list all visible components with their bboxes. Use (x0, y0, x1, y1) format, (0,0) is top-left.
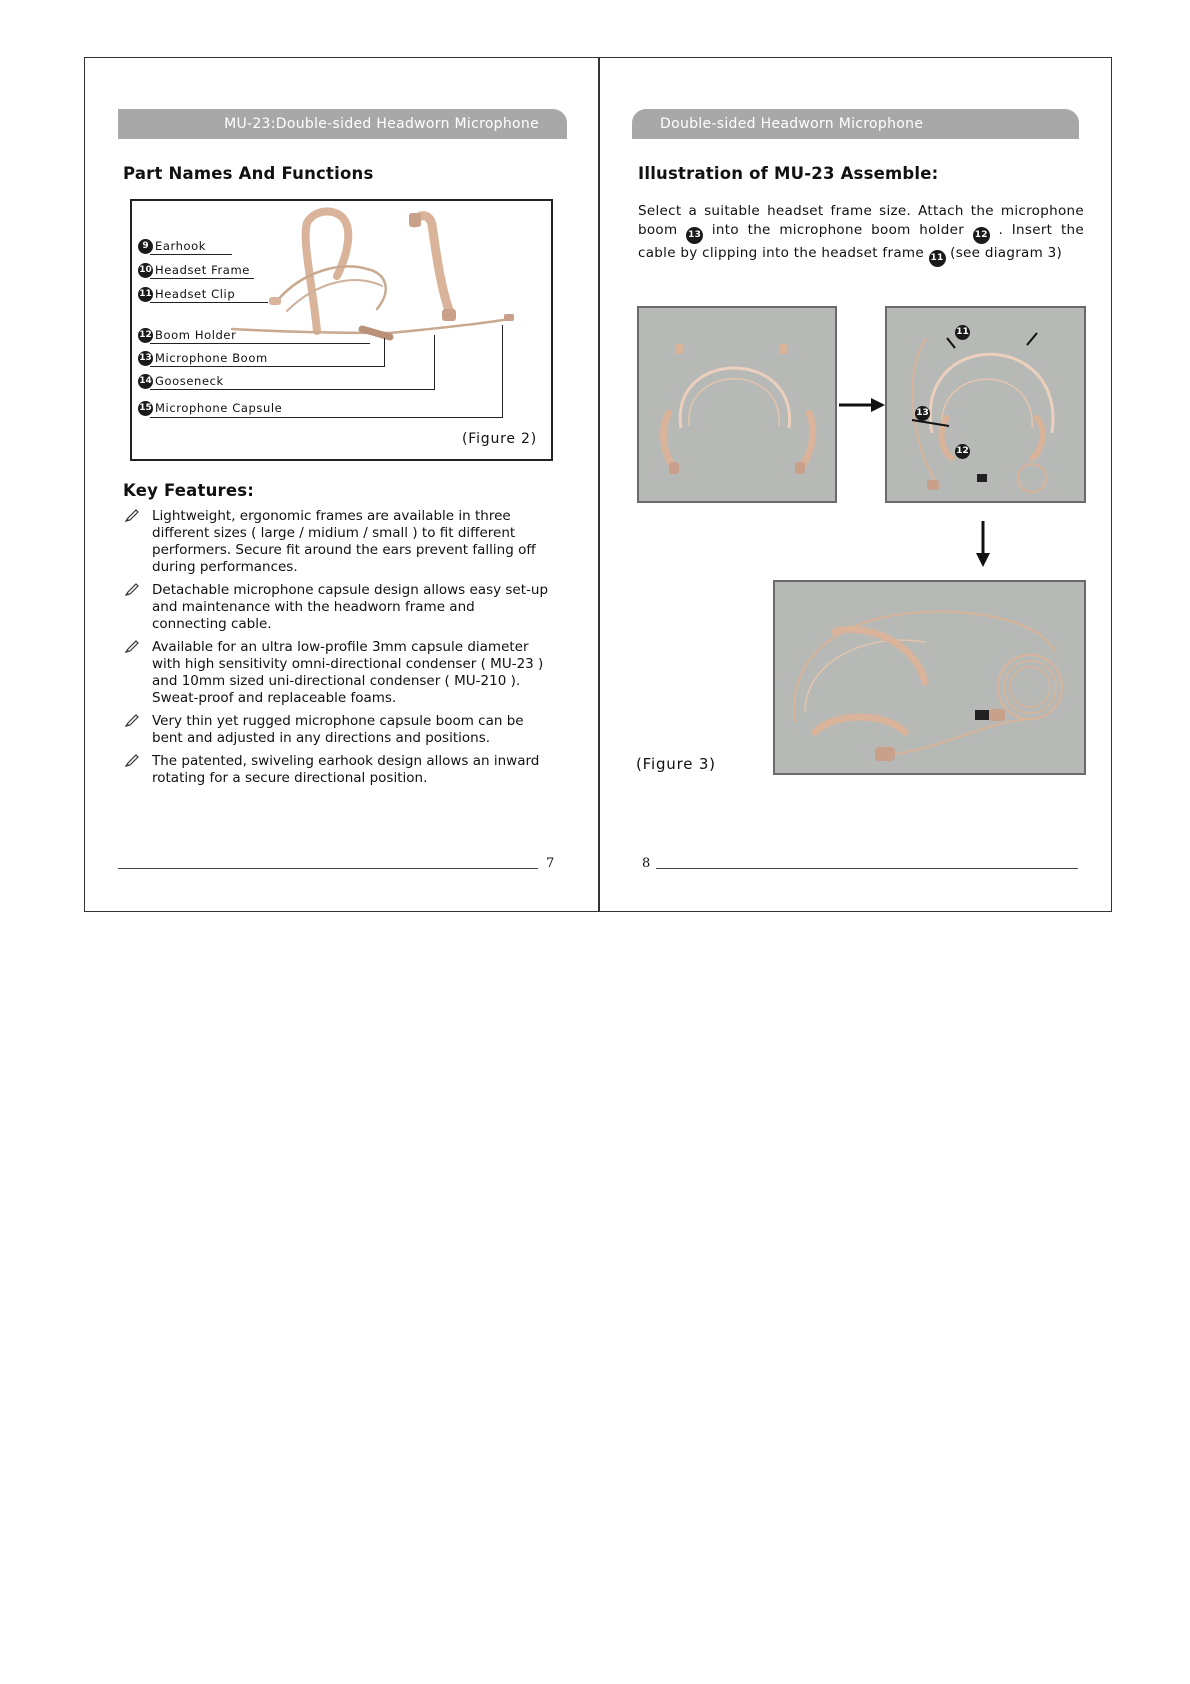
figure-2-caption: (Figure 2) (461, 431, 537, 447)
part-badge-12: 12 (973, 227, 990, 244)
part-badge-14: 14 (138, 374, 153, 389)
arrow-right-icon (839, 397, 885, 413)
pencil-icon (124, 583, 140, 602)
part-label-headset-frame: Headset Frame (155, 263, 250, 277)
part-badge-13: 13 (686, 227, 703, 244)
leader-line-earhook (150, 254, 232, 255)
feature-item (122, 713, 552, 747)
photo-headset-frame (637, 306, 837, 503)
feature-text: The patented, swiveling earhook design allows an inward rotating for a secure directional position. (152, 753, 540, 786)
part-badge-11: 11 (138, 287, 153, 302)
assembly-image (887, 308, 1084, 501)
figure-2-box (130, 199, 553, 461)
photo-assembly (885, 306, 1086, 503)
photo-badge-13: 13 (915, 406, 930, 421)
part-label-boom-holder: Boom Holder (155, 328, 237, 342)
key-features-list (122, 508, 552, 793)
right-page-heading: Illustration of MU-23 Assemble: (638, 164, 939, 183)
part-label-microphone-boom: Microphone Boom (155, 351, 268, 365)
part-badge-9: 9 (138, 239, 153, 254)
right-page-number: 8 (642, 856, 651, 871)
photo-badge-12: 12 (955, 444, 970, 459)
left-page-banner: MU-23:Double-sided Headworn Microphone (118, 109, 567, 139)
feature-text: Very thin yet rugged microphone capsule boom can be bent and adjusted in any directions and positions. (152, 713, 524, 746)
instructions-text-1: Select a suitable headset frame size. Attach the microphone boom (638, 203, 1084, 238)
part-label-microphone-capsule: Microphone Capsule (155, 401, 283, 415)
part-badge-10: 10 (138, 263, 153, 278)
part-badge-11: 11 (929, 250, 946, 267)
left-page-heading: Part Names And Functions (123, 164, 374, 183)
left-page-number: 7 (546, 856, 555, 871)
photo-assembled-headset (773, 580, 1086, 775)
feature-text: Lightweight, ergonomic frames are available in three different sizes ( large / midium / small ) to fit different performers. Secure fit around the ears prevent falling off during performances. (152, 508, 536, 575)
pencil-icon (124, 640, 140, 659)
part-label-gooseneck: Gooseneck (155, 374, 224, 388)
page-divider (598, 57, 600, 912)
leader-line-headset-clip (150, 302, 268, 303)
assembly-instructions (638, 202, 1084, 267)
instructions-text-2: into the microphone boom holder (711, 222, 965, 238)
pencil-icon (124, 754, 140, 773)
leader-line-headset-frame (150, 278, 254, 279)
feature-item (122, 753, 552, 787)
part-badge-12: 12 (138, 328, 153, 343)
right-page-banner: Double-sided Headworn Microphone (632, 109, 1079, 139)
left-footer-rule (118, 868, 538, 869)
figure-3-caption: (Figure 3) (636, 755, 716, 773)
pencil-icon (124, 714, 140, 733)
pencil-icon (124, 509, 140, 528)
part-label-headset-clip: Headset Clip (155, 287, 236, 301)
feature-text: Detachable microphone capsule design allows easy set-up and maintenance with the headworn frame and connecting cable. (152, 582, 549, 632)
instructions-text-3: . Insert the cable by clipping into the headset frame (638, 222, 1085, 261)
feature-item (122, 639, 552, 707)
part-badge-13: 13 (138, 351, 153, 366)
assembled-headset-image (775, 582, 1084, 773)
arrow-down-icon (975, 521, 991, 567)
part-label-earhook: Earhook (155, 239, 207, 253)
right-footer-rule (656, 868, 1078, 869)
headset-frame-image (639, 308, 835, 501)
feature-text: Available for an ultra low-profile 3mm capsule diameter with high sensitivity omni-directional condenser ( MU-23 ) and 10mm sized uni-directional condenser ( MU-210 ). Sweat-proof and replaceable foams. (152, 639, 544, 706)
instructions-text-4: (see diagram 3) (950, 245, 1063, 261)
feature-item (122, 582, 552, 633)
key-features-heading: Key Features: (123, 481, 255, 500)
photo-badge-11: 11 (955, 325, 970, 340)
feature-item (122, 508, 552, 576)
part-badge-15: 15 (138, 401, 153, 416)
